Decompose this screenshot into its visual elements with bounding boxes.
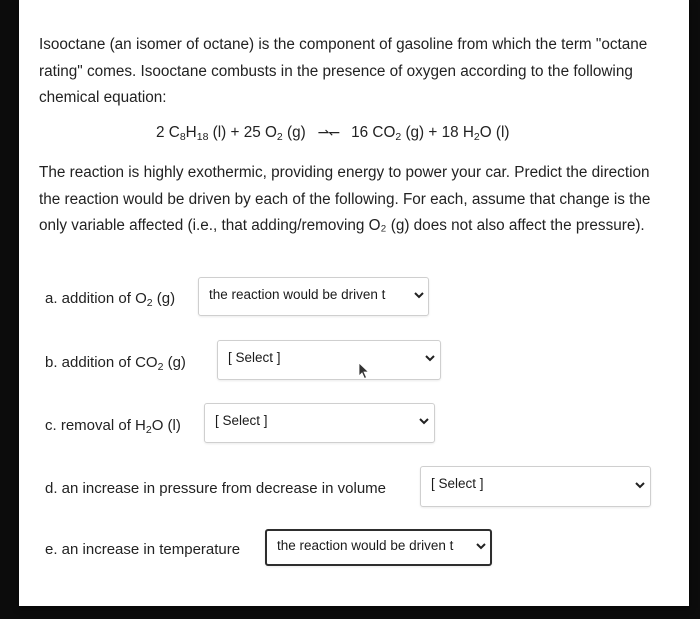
- eq-oxygen: $O_2$ (g): [260, 124, 306, 143]
- eq-isooctane: $C_8H_{18}$ (l): [168, 124, 227, 143]
- chevron-down-icon: [424, 353, 436, 363]
- question-a-label: a. addition of $O_2$ (g): [45, 290, 176, 309]
- eq-coef-2: 25: [243, 124, 261, 141]
- question-e-label: e. an increase in temperature: [45, 541, 241, 558]
- question-e-select[interactable]: [265, 529, 492, 566]
- equilibrium-arrow-icon: ⇀↽: [317, 124, 340, 140]
- eq-water: $H_2O$ (l): [458, 124, 510, 143]
- question-a-select[interactable]: [198, 277, 429, 316]
- question-c-select[interactable]: [204, 403, 435, 443]
- eq-coef-4: 18: [441, 124, 459, 141]
- chemical-equation: 2 $C_8H_{18}$ (l) + 25 $O_2$ (g) ⇀↽ 16 $CO_2$ (g) + 18 $H_2O$ (l): [156, 124, 510, 143]
- chevron-down-icon: [634, 480, 646, 490]
- question-c-label: c. removal of $H_2O$ (l): [45, 417, 181, 436]
- question-b-select[interactable]: [217, 340, 441, 380]
- question-c-selected-value: [ Select ]: [215, 413, 268, 428]
- chevron-down-icon: [418, 416, 430, 426]
- eq-coef-3: 16: [351, 124, 369, 141]
- question-b-selected-value: [ Select ]: [228, 350, 281, 365]
- question-e-selected-value: the reaction would be driven t: [277, 538, 454, 553]
- chevron-down-icon: [475, 541, 487, 551]
- eq-co2: $CO_2$ (g): [368, 124, 425, 143]
- intro-paragraph: Isooctane (an isomer of octane) is the component of gasoline from which the term "octane rating" comes. Isooctane combusts in the presence of oxygen according to the following chemical equation:: [39, 36, 648, 106]
- mouse-pointer-icon: [358, 362, 370, 380]
- eq-coef-1: 2: [156, 124, 165, 141]
- question-d-select[interactable]: [420, 466, 651, 507]
- question-d-label: d. an increase in pressure from decrease in volume: [45, 480, 387, 497]
- instructions-paragraph: The reaction is highly exothermic, providing energy to power your car. Predict the direction the reaction would be driven by each of the following. For each, assume that change is the only variable affected (i.e., that adding/removing O₂ (g) does not also affect the pressure).: [39, 164, 651, 234]
- question-d-selected-value: [ Select ]: [431, 476, 484, 491]
- question-a-selected-value: the reaction would be driven t: [209, 287, 386, 302]
- question-page: [19, 0, 689, 606]
- question-b-label: b. addition of $CO_2$ (g): [45, 354, 186, 373]
- chevron-down-icon: [413, 290, 425, 300]
